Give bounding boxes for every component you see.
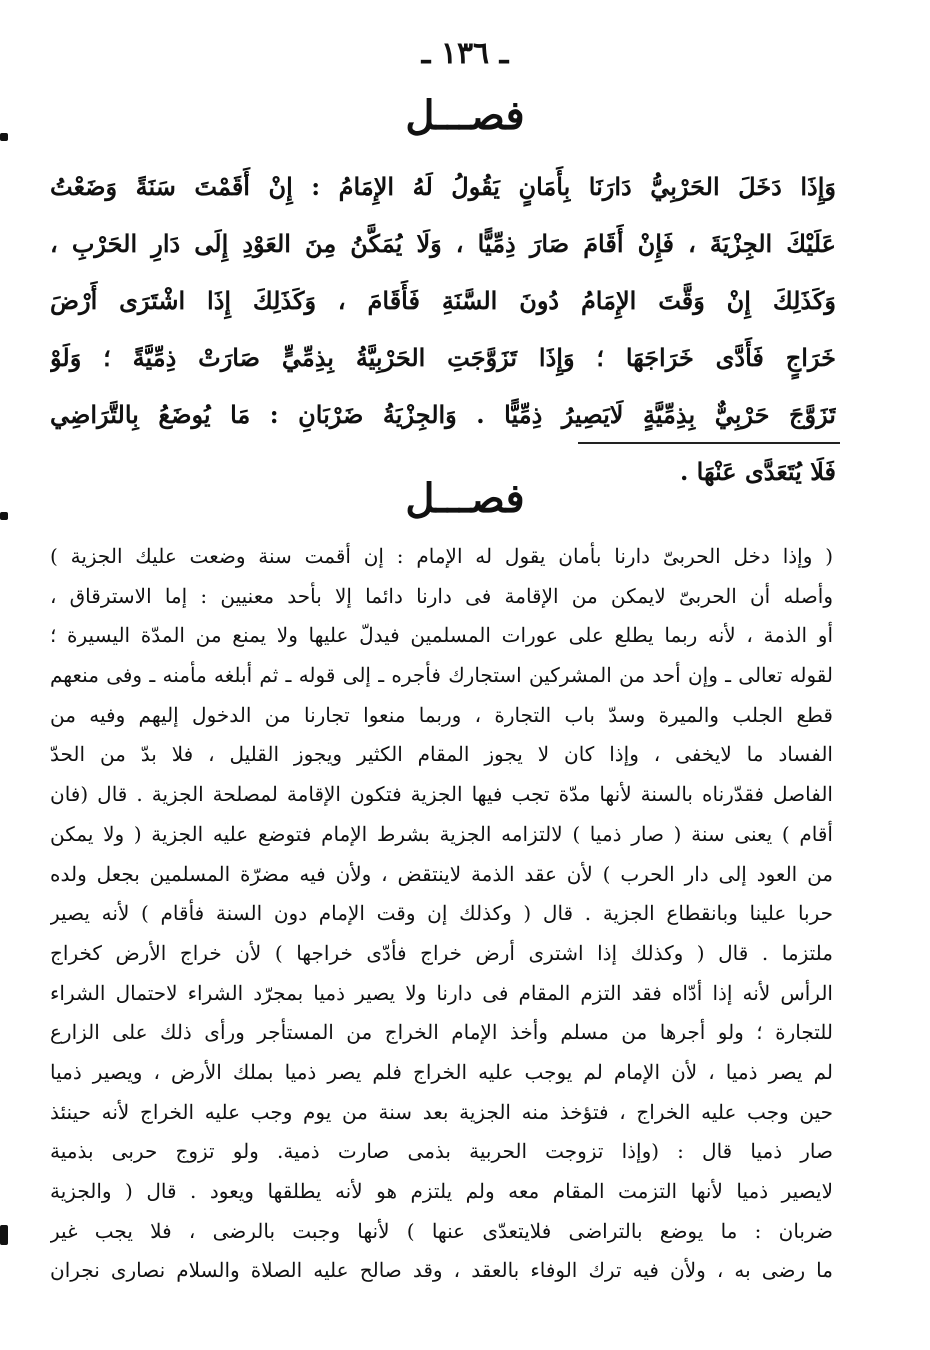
commentary-line: ( وإذا دخل الحربىّ دارنا بأمان يقول له الإمام : إن أقمت سنة وضعت عليك الجزية ) bbox=[50, 544, 833, 568]
commentary-line: ملتزما . قال ( وكذلك إذا اشترى أرض خراج فأدّى خراجها ) لأن خراج الأرض كخراج bbox=[50, 940, 833, 965]
matn-line: عَلَيْكَ الجِزْيَةَ ، فَإِنْ أَقَامَ صَارَ ذِمِّيًّا ، وَلَا يُمَكَّنُ مِنَ العَوْدِ إِلَى دَارِ الحَرْبِ ، bbox=[50, 229, 836, 258]
commentary-line: أو الذمة ، لأنه ربما يطلع على عورات المسلمين فيدلّ عليها ولا يمنع من المدّة اليسيرة ؛ bbox=[50, 623, 833, 648]
matn-line: خَرَاجٍ فَأَدَّى خَرَاجَهَا ؛ وَإِذَا تَزَوَّجَتِ الحَرْبِيَّةُ بِذِمِّيٍّ صَارَتْ ذِمِّيَّةً ؛ وَلَوْ bbox=[50, 343, 836, 372]
commentary-line: لقوله تعالى ـ وإن أحد من المشركين استجارك فأجره ـ إلى قوله ـ ثم أبلغه مأمنه ـ وفى منعهم bbox=[50, 663, 833, 688]
commentary-line: ضربان : ما يوضع بالتراضى فلايتعدّى عنها ) لأنها وجبت بالرضى ، فلا يجب غير bbox=[50, 1218, 833, 1243]
commentary-text bbox=[50, 537, 833, 1291]
matn-line: وَإِذَا دَخَلَ الحَرْبِيُّ دَارَنَا بِأَمَانٍ يَقُولُ لَهُ الإِمَامُ : إِنْ أَقَمْتَ سَنَةً وَضَعْتُ bbox=[50, 172, 836, 201]
commentary-line: وأصله أن الحربىّ لايمكن من الإقامة فى دارنا دائما إلا بأحد معنيين : إما الاسترقاق ، bbox=[50, 583, 833, 608]
commentary-line: الفساد ما لايخفى ، وإذا كان لا يجوز المقام الكثير ويجوز القليل ، فلا بدّ من الحدّ bbox=[50, 742, 833, 767]
commentary-line: للتجارة ؛ ولو أجرها من مسلم وأخذ الإمام الخراج من المستأجر ورأى ذلك على الزارع bbox=[50, 1020, 833, 1045]
matn-line: وَكَذَلِكَ إِنْ وَقَّتَ الإِمَامُ دُونَ السَّنَةِ فَأَقَامَ ، وَكَذَلِكَ إِذَا اشْتَرَى أَرْضَ bbox=[50, 286, 836, 315]
matn-line: فَلَا يُتَعَدَّى عَنْهَا . bbox=[679, 457, 836, 486]
commentary-line: لم يصر ذميا ، لأن الإمام لم يوجب عليه الخراج فلم يصر ذميا بملك الأرض ، ويصير ذميا bbox=[50, 1059, 833, 1084]
page-number: ـ ١٣٦ ـ bbox=[421, 36, 509, 71]
commentary-line: من العود إلى دار الحرب ) لأن عقد الذمة لاينتقض ، ولأن فيه مضرّة المسلمين بجعل ولده bbox=[50, 861, 833, 886]
commentary-line: حين وجب عليه الخراج ، فتؤخذ منه الجزية بعد سنة من يوم وجب عليه الخراج لأنه حينئذ bbox=[50, 1099, 833, 1124]
commentary-line: ما رضى به ، ولأن فيه ترك الوفاء بالعقد ، وقد صالح عليه الصلاة والسلام نصارى نجران bbox=[50, 1258, 833, 1283]
commentary-line: أقام ) يعنى سنة ( صار ذميا ) لالتزامه الجزية بشرط الإمام فتوضع عليه الجزية ( ولا يمكن bbox=[50, 821, 833, 846]
section-heading-1: فصـــل bbox=[405, 92, 525, 139]
margin-mark bbox=[0, 1225, 8, 1245]
commentary-line: قطع الجلب والميرة وسدّ باب التجارة ، وربما منعوا تجارنا من الدخول إليهم وفيه من bbox=[50, 702, 833, 727]
commentary-line: الرأس لأنه إذا أدّاه فقد التزم المقام فى دارنا ولا يصير ذميا بمجرّد الشراء لاحتمال الشراء bbox=[50, 980, 833, 1005]
matn-text bbox=[50, 158, 836, 500]
matn-line: تَزَوَّجَ حَرْبِيٌّ بِذِمِّيَّةٍ لَايَصِيرُ ذِمِّيًّا . وَالجِزْيَةُ ضَرْبَانِ : مَا يُوضَعُ بِالتَّرَاضِي bbox=[50, 400, 836, 429]
commentary-line: لايصير ذميا لأنها التزمت المقام معه ولم يلتزم هو لأنه يطلقها ويعود . قال ( والجزية bbox=[50, 1179, 833, 1203]
commentary-line: الفاصل فقدّرناه بالسنة لأنها مدّة تجب فيها الجزية فتكون الإقامة لمصلحة الجزية . قال (فان bbox=[50, 782, 833, 807]
commentary-line: صار ذميا قال : (وإذا تزوجت الحربية بذمى صارت ذمية. ولو تزوج حربى بذمية bbox=[50, 1139, 833, 1164]
section-divider bbox=[578, 442, 840, 444]
section-heading-2: فصـــل bbox=[405, 475, 525, 522]
commentary-line: حربا علينا وبانقطاع الجزية . قال ( وكذلك إن وقت الإمام دون السنة فأقام ) لأنه يصير bbox=[50, 901, 833, 926]
